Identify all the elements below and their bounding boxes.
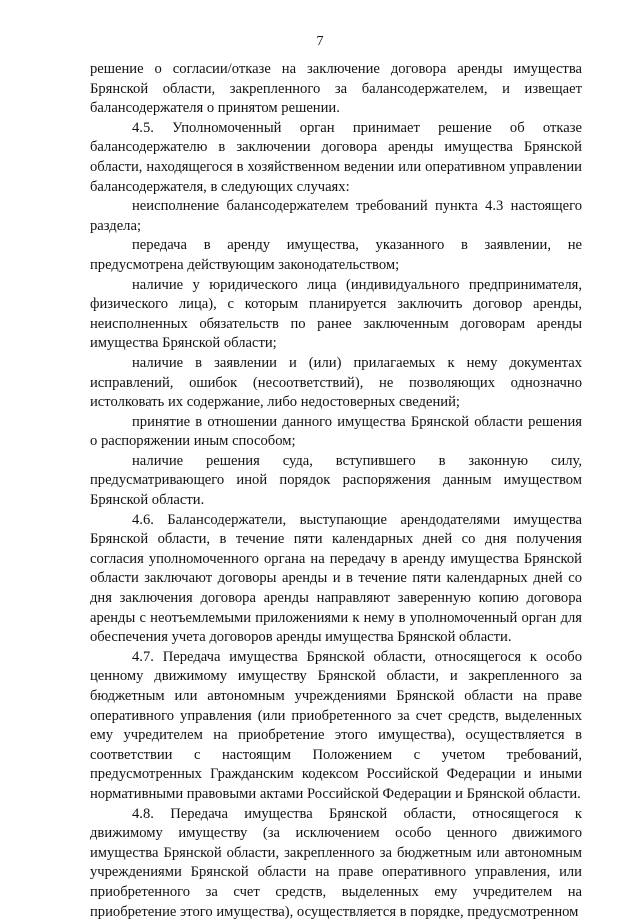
paragraph: решение о согласии/отказе на заключение договора аренды имущества Брянской области, закрепленного за балансодержателем, и извещает балансодержателя о принятом решении. bbox=[90, 61, 582, 117]
paragraph: наличие решения суда, вступившего в законную силу, предусматривающего иной порядок распоряжения данным имуществом Брянской области. bbox=[90, 452, 582, 509]
paragraph: передача в аренду имущества, указанного в заявлении, не предусмотрена действующим законодательством; bbox=[90, 237, 582, 273]
page-number: 7 bbox=[316, 34, 324, 49]
paragraph: 4.5. Уполномоченный орган принимает решение об отказе балансодержателю в заключении договора аренды имущества Брянской области, находящегося в хозяйственном ведении или оперативном управлении балансодержателя, в следующих случаях: bbox=[90, 119, 582, 195]
paragraph: принятие в отношении данного имущества Брянской области решения о распоряжении иным способом; bbox=[90, 413, 582, 450]
paragraph: неисполнение балансодержателем требований пункта 4.3 настоящего раздела; bbox=[90, 198, 582, 234]
paragraph: наличие у юридического лица (индивидуального предпринимателя, физического лица), с которым планируется заключить договор аренды, неисполненных обязательств по ранее заключенным договорам аренды имущества Брянской области; bbox=[90, 276, 582, 352]
paragraph: наличие в заявлении и (или) прилагаемых к нему документах исправлений, ошибок (несоответствий), не позволяющих однозначно истолковать их содержание, либо недостоверных сведений; bbox=[90, 354, 582, 411]
paragraph: 4.8. Передача имущества Брянской области, относящегося к движимому имуществу (за исключением особо ценного движимого имущества Брянской области, закрепленного за бюджетным или автономным учреждениями Брянской области на праве оперативного управления, или приобретенного за счет средств, выделенных ему учредителем на приобретение этого имущества), осуществляется в порядке, предусмотренном bbox=[90, 805, 582, 920]
paragraph: 4.7. Передача имущества Брянской области, относящегося к особо ценному движимому имуществу Брянской области, и закрепленного за бюджетным или автономным учреждениями Брянской области на праве оперативного управления (или приобретенного за счет средств, выделенных ему учредителем на приобретение этого имущества), осуществляется в соответствии с настоящим Положением с учетом требований, предусмотренных Гражданским кодексом Российской Федерации и иными нормативными правовыми актами Российской Федерации и Брянской области. bbox=[90, 648, 582, 802]
paragraph: 4.6. Балансодержатели, выступающие арендодателями имущества Брянской области, в течение пяти календарных дней со дня получения согласия уполномоченного органа на передачу в аренду имущества Брянской области заключают договоры аренды и в течение пяти календарных дней со дня заключения договора аренды направляют заверенную копию договора аренды с неотъемлемыми приложениями к нему в уполномоченный орган для обеспечения учета договоров аренды имущества Брянской области. bbox=[90, 511, 582, 646]
document-body bbox=[90, 60, 582, 922]
